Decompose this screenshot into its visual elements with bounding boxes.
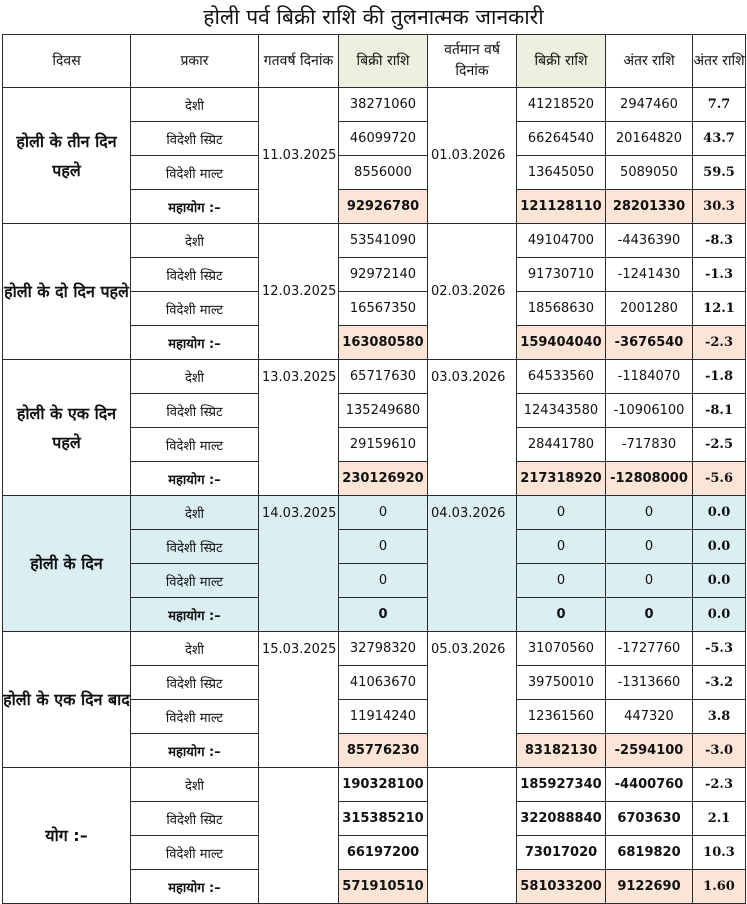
curr-sale-cell: 0 — [517, 564, 606, 598]
diff-pct-cell: 12.1 — [693, 292, 746, 326]
prev-date-cell — [259, 768, 339, 904]
table-row — [3, 632, 746, 666]
type-cell: विदेशी स्प्रिट — [131, 122, 259, 156]
header-curr-date: वर्तमान वर्ष दिनांक — [428, 35, 517, 88]
type-cell: विदेशी स्प्रिट — [131, 394, 259, 428]
table-row — [3, 88, 746, 122]
type-cell: महायोग :– — [131, 190, 259, 224]
type-cell: देशी — [131, 360, 259, 394]
prev-sale-cell: 163080580 — [339, 326, 428, 360]
page-title: होली पर्व बिक्री राशि की तुलनात्मक जानकारी — [203, 5, 544, 29]
prev-sale-cell: 0 — [339, 564, 428, 598]
prev-sale-cell: 571910510 — [339, 870, 428, 904]
header-row — [3, 35, 746, 88]
diff-cell: 2001280 — [606, 292, 693, 326]
prev-sale-cell: 38271060 — [339, 88, 428, 122]
type-cell: महायोग :– — [131, 462, 259, 496]
curr-sale-cell: 64533560 — [517, 360, 606, 394]
prev-sale-cell: 315385210 — [339, 802, 428, 836]
curr-sale-cell: 0 — [517, 598, 606, 632]
prev-sale-cell: 85776230 — [339, 734, 428, 768]
diff-pct-cell: 0.0 — [693, 564, 746, 598]
diff-pct-cell: -3.0 — [693, 734, 746, 768]
header-prev-date: गतवर्ष दिनांक — [259, 35, 339, 88]
curr-sale-cell: 0 — [517, 496, 606, 530]
diff-cell: 0 — [606, 530, 693, 564]
prev-sale-cell: 8556000 — [339, 156, 428, 190]
diff-cell: 6703630 — [606, 802, 693, 836]
curr-sale-cell: 185927340 — [517, 768, 606, 802]
diff-pct-cell: -3.2 — [693, 666, 746, 700]
prev-sale-cell: 230126920 — [339, 462, 428, 496]
type-cell: महायोग :– — [131, 598, 259, 632]
header-diff: अंतर राशि — [606, 35, 693, 88]
diff-cell: -1313660 — [606, 666, 693, 700]
diff-cell: -717830 — [606, 428, 693, 462]
prev-date-cell: 14.03.2025 — [259, 496, 339, 632]
header-diff-pct: अंतर राशि — [693, 35, 746, 88]
curr-sale-cell: 0 — [517, 530, 606, 564]
diff-pct-cell: 0.0 — [693, 530, 746, 564]
type-cell: विदेशी स्प्रिट — [131, 258, 259, 292]
diff-pct-cell: 59.5 — [693, 156, 746, 190]
table-row — [3, 360, 746, 394]
diff-cell: 9122690 — [606, 870, 693, 904]
diff-cell: 6819820 — [606, 836, 693, 870]
prev-sale-cell: 0 — [339, 496, 428, 530]
prev-sale-cell: 92926780 — [339, 190, 428, 224]
day-label: योग :– — [3, 768, 131, 904]
diff-pct-cell: -2.3 — [693, 326, 746, 360]
table-row — [3, 224, 746, 258]
prev-date-cell: 15.03.2025 — [259, 632, 339, 768]
curr-sale-cell: 159404040 — [517, 326, 606, 360]
curr-sale-cell: 41218520 — [517, 88, 606, 122]
diff-cell: 5089050 — [606, 156, 693, 190]
diff-pct-cell: 43.7 — [693, 122, 746, 156]
curr-sale-cell: 73017020 — [517, 836, 606, 870]
diff-pct-cell: -5.6 — [693, 462, 746, 496]
table-row — [3, 496, 746, 530]
diff-pct-cell: 1.60 — [693, 870, 746, 904]
type-cell: विदेशी स्प्रिट — [131, 666, 259, 700]
table-row — [3, 768, 746, 802]
type-cell: महायोग :– — [131, 870, 259, 904]
prev-sale-cell: 65717630 — [339, 360, 428, 394]
diff-pct-cell: -2.5 — [693, 428, 746, 462]
prev-sale-cell: 190328100 — [339, 768, 428, 802]
header-curr-sale: बिक्री राशि — [517, 35, 606, 88]
day-label: होली के एक दिन बाद — [3, 632, 131, 768]
day-label: होली के दिन — [3, 496, 131, 632]
type-cell: विदेशी माल्ट — [131, 700, 259, 734]
type-cell: देशी — [131, 224, 259, 258]
prev-sale-cell: 135249680 — [339, 394, 428, 428]
curr-date-cell: 04.03.2026 — [428, 496, 517, 632]
curr-sale-cell: 28441780 — [517, 428, 606, 462]
curr-sale-cell: 18568630 — [517, 292, 606, 326]
prev-date-cell: 13.03.2025 — [259, 360, 339, 496]
prev-sale-cell: 41063670 — [339, 666, 428, 700]
prev-sale-cell: 53541090 — [339, 224, 428, 258]
header-prev-sale: बिक्री राशि — [339, 35, 428, 88]
diff-cell: -1184070 — [606, 360, 693, 394]
curr-sale-cell: 31070560 — [517, 632, 606, 666]
diff-pct-cell: 30.3 — [693, 190, 746, 224]
header-type: प्रकार — [131, 35, 259, 88]
type-cell: देशी — [131, 496, 259, 530]
diff-pct-cell: 0.0 — [693, 598, 746, 632]
diff-cell: 447320 — [606, 700, 693, 734]
curr-date-cell: 05.03.2026 — [428, 632, 517, 768]
type-cell: विदेशी स्प्रिट — [131, 530, 259, 564]
curr-date-cell: 02.03.2026 — [428, 224, 517, 360]
diff-pct-cell: -2.3 — [693, 768, 746, 802]
prev-sale-cell: 92972140 — [339, 258, 428, 292]
diff-cell: -3676540 — [606, 326, 693, 360]
diff-cell: 2947460 — [606, 88, 693, 122]
curr-sale-cell: 121128110 — [517, 190, 606, 224]
curr-sale-cell: 39750010 — [517, 666, 606, 700]
curr-sale-cell: 581033200 — [517, 870, 606, 904]
prev-sale-cell: 32798320 — [339, 632, 428, 666]
diff-pct-cell: -5.3 — [693, 632, 746, 666]
diff-cell: -1241430 — [606, 258, 693, 292]
curr-sale-cell: 13645050 — [517, 156, 606, 190]
type-cell: देशी — [131, 632, 259, 666]
diff-pct-cell: 10.3 — [693, 836, 746, 870]
diff-cell: -4436390 — [606, 224, 693, 258]
day-label: होली के तीन दिन पहले — [3, 88, 131, 224]
diff-cell: -4400760 — [606, 768, 693, 802]
table-body — [3, 88, 746, 904]
diff-pct-cell: 3.8 — [693, 700, 746, 734]
curr-sale-cell: 217318920 — [517, 462, 606, 496]
diff-cell: 0 — [606, 496, 693, 530]
prev-sale-cell: 11914240 — [339, 700, 428, 734]
curr-sale-cell: 322088840 — [517, 802, 606, 836]
diff-pct-cell: 2.1 — [693, 802, 746, 836]
curr-sale-cell: 91730710 — [517, 258, 606, 292]
sales-comparison-table — [2, 34, 746, 904]
type-cell: विदेशी माल्ट — [131, 156, 259, 190]
type-cell: विदेशी माल्ट — [131, 836, 259, 870]
prev-sale-cell: 29159610 — [339, 428, 428, 462]
curr-date-cell: 03.03.2026 — [428, 360, 517, 496]
diff-cell: -12808000 — [606, 462, 693, 496]
prev-date-cell: 12.03.2025 — [259, 224, 339, 360]
prev-date-cell: 11.03.2025 — [259, 88, 339, 224]
header-day: दिवस — [3, 35, 131, 88]
diff-cell: -1727760 — [606, 632, 693, 666]
diff-pct-cell: -8.3 — [693, 224, 746, 258]
day-label: होली के दो दिन पहले — [3, 224, 131, 360]
diff-pct-cell: 0.0 — [693, 496, 746, 530]
type-cell: विदेशी माल्ट — [131, 564, 259, 598]
prev-sale-cell: 66197200 — [339, 836, 428, 870]
diff-cell: 20164820 — [606, 122, 693, 156]
type-cell: महायोग :– — [131, 326, 259, 360]
type-cell: विदेशी माल्ट — [131, 292, 259, 326]
day-label: होली के एक दिन पहले — [3, 360, 131, 496]
diff-cell: -10906100 — [606, 394, 693, 428]
type-cell: महायोग :– — [131, 734, 259, 768]
diff-pct-cell: 7.7 — [693, 88, 746, 122]
curr-date-cell — [428, 768, 517, 904]
prev-sale-cell: 46099720 — [339, 122, 428, 156]
curr-sale-cell: 66264540 — [517, 122, 606, 156]
curr-sale-cell: 12361560 — [517, 700, 606, 734]
type-cell: विदेशी माल्ट — [131, 428, 259, 462]
prev-sale-cell: 0 — [339, 598, 428, 632]
diff-cell: 0 — [606, 564, 693, 598]
prev-sale-cell: 16567350 — [339, 292, 428, 326]
type-cell: देशी — [131, 88, 259, 122]
curr-date-cell: 01.03.2026 — [428, 88, 517, 224]
diff-pct-cell: -1.3 — [693, 258, 746, 292]
curr-sale-cell: 83182130 — [517, 734, 606, 768]
type-cell: विदेशी स्प्रिट — [131, 802, 259, 836]
type-cell: देशी — [131, 768, 259, 802]
prev-sale-cell: 0 — [339, 530, 428, 564]
curr-sale-cell: 49104700 — [517, 224, 606, 258]
diff-cell: -2594100 — [606, 734, 693, 768]
diff-cell: 28201330 — [606, 190, 693, 224]
diff-cell: 0 — [606, 598, 693, 632]
diff-pct-cell: -1.8 — [693, 360, 746, 394]
curr-sale-cell: 124343580 — [517, 394, 606, 428]
diff-pct-cell: -8.1 — [693, 394, 746, 428]
